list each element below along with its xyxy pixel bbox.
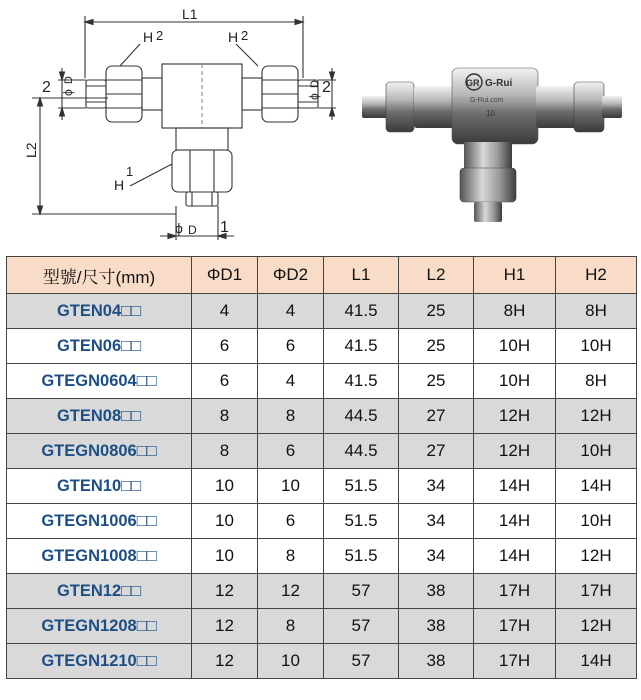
d2-cell: 4	[258, 294, 324, 329]
model-cell: GTEN04□□	[7, 294, 192, 329]
left-phi-symbol: ϕ	[61, 89, 75, 96]
d2-cell: 6	[258, 504, 324, 539]
table-header-row	[7, 257, 637, 294]
model-cell: GTEGN1208□□	[7, 609, 192, 644]
l2-cell: 27	[399, 399, 474, 434]
d1-cell: 10	[192, 504, 258, 539]
l1-cell: 44.5	[324, 434, 399, 469]
h1-cell: 8H	[474, 294, 556, 329]
l1-cell: 51.5	[324, 504, 399, 539]
table-row	[7, 574, 637, 609]
model-cell: GTEGN1006□□	[7, 504, 192, 539]
model-cell: GTEGN1210□□	[7, 644, 192, 679]
model-cell: GTEN06□□	[7, 329, 192, 364]
d2-cell: 8	[258, 609, 324, 644]
h1-letter: H	[114, 177, 125, 193]
h2-cell: 8H	[556, 364, 637, 399]
header-d1: ΦD1	[192, 257, 258, 294]
l2-cell: 27	[399, 434, 474, 469]
l2-cell: 25	[399, 294, 474, 329]
l2-cell: 38	[399, 644, 474, 679]
header-l2: L2	[399, 257, 474, 294]
h1-cell: 14H	[474, 504, 556, 539]
logo-text: G-Rui	[485, 78, 513, 89]
d2-cell: 4	[258, 364, 324, 399]
table-row	[7, 469, 637, 504]
model-cell: GTEN08□□	[7, 399, 192, 434]
header-h1: H1	[474, 257, 556, 294]
table-row	[7, 329, 637, 364]
technical-drawing	[0, 0, 340, 250]
arrow-icon	[85, 20, 93, 25]
h1-index: 1	[126, 164, 134, 179]
model-cell: GTEN12□□	[7, 574, 192, 609]
d2-cell: 6	[258, 434, 324, 469]
h2-cell: 10H	[556, 434, 637, 469]
arrow-icon	[38, 98, 43, 106]
table-row	[7, 399, 637, 434]
model-cell: GTEN10□□	[7, 469, 192, 504]
product-photo	[352, 38, 627, 228]
l1-cell: 44.5	[324, 399, 399, 434]
l1-cell: 41.5	[324, 294, 399, 329]
header-l1: L1	[324, 257, 399, 294]
h2-cell: 12H	[556, 399, 637, 434]
h1-cell: 12H	[474, 399, 556, 434]
l2-label: L2	[23, 142, 39, 158]
arrow-icon	[330, 108, 335, 116]
h2-left-index: 2	[156, 28, 164, 43]
arrow-icon	[38, 206, 43, 214]
left-d-letter: D	[63, 76, 75, 84]
d1-cell: 4	[192, 294, 258, 329]
l2-cell: 34	[399, 539, 474, 574]
h2-cell: 10H	[556, 504, 637, 539]
l1-cell: 57	[324, 644, 399, 679]
arrow-icon	[60, 108, 65, 116]
l2-cell: 25	[399, 364, 474, 399]
table-row	[7, 294, 637, 329]
logo-mark: GR	[466, 78, 480, 88]
right-phi-symbol: ϕ	[307, 93, 321, 100]
left-port-index: 2	[42, 79, 51, 96]
h1-cell: 17H	[474, 644, 556, 679]
right-port-index: 2	[322, 79, 331, 96]
d1-cell: 6	[192, 329, 258, 364]
header-d2: ΦD2	[258, 257, 324, 294]
h2-cell: 8H	[556, 294, 637, 329]
d2-cell: 6	[258, 329, 324, 364]
spec-table	[6, 256, 637, 679]
l2-cell: 25	[399, 329, 474, 364]
h1-cell: 10H	[474, 364, 556, 399]
d2-cell: 10	[258, 644, 324, 679]
d1-cell: 12	[192, 609, 258, 644]
d1-cell: 6	[192, 364, 258, 399]
d2-cell: 12	[258, 574, 324, 609]
d1-cell: 12	[192, 574, 258, 609]
l1-cell: 51.5	[324, 539, 399, 574]
l1-label: L1	[182, 6, 198, 22]
right-d-letter: D	[309, 80, 321, 88]
table-row	[7, 539, 637, 574]
l1-cell: 57	[324, 609, 399, 644]
d1-cell: 8	[192, 399, 258, 434]
bottom-port-index: 1	[220, 219, 229, 236]
l2-cell: 34	[399, 469, 474, 504]
bottom-phi-symbol: ϕ	[175, 220, 183, 236]
h1-cell: 14H	[474, 539, 556, 574]
h1-cell: 10H	[474, 329, 556, 364]
l1-cell: 41.5	[324, 364, 399, 399]
h2-cell: 12H	[556, 539, 637, 574]
table-row	[7, 504, 637, 539]
h2-cell: 12H	[556, 609, 637, 644]
arrow-icon	[295, 20, 303, 25]
h2-cell: 14H	[556, 644, 637, 679]
d1-cell: 12	[192, 644, 258, 679]
h2-left-letter: H	[143, 29, 154, 45]
header-model: 型號/尺寸(mm)	[7, 257, 192, 294]
d2-cell: 10	[258, 469, 324, 504]
h2-right-letter: H	[228, 29, 239, 45]
d1-cell: 8	[192, 434, 258, 469]
model-cell: GTEGN1008□□	[7, 539, 192, 574]
l1-cell: 41.5	[324, 329, 399, 364]
size-mark: 10	[486, 109, 495, 118]
h2-right-leader	[236, 44, 258, 66]
model-cell: GTEGN0806□□	[7, 434, 192, 469]
h2-cell: 10H	[556, 329, 637, 364]
d2-cell: 8	[258, 539, 324, 574]
h1-leader	[130, 164, 172, 186]
l1-cell: 51.5	[324, 469, 399, 504]
h2-right-index: 2	[241, 28, 249, 43]
table-row	[7, 644, 637, 679]
l2-cell: 38	[399, 574, 474, 609]
l2-cell: 38	[399, 609, 474, 644]
h1-cell: 12H	[474, 434, 556, 469]
h2-left-leader	[120, 44, 140, 66]
d1-cell: 10	[192, 469, 258, 504]
table-row	[7, 434, 637, 469]
d2-cell: 8	[258, 399, 324, 434]
spec-table-body	[7, 294, 637, 679]
h1-cell: 17H	[474, 574, 556, 609]
d1-cell: 10	[192, 539, 258, 574]
h2-cell: 17H	[556, 574, 637, 609]
h1-cell: 14H	[474, 469, 556, 504]
h1-cell: 17H	[474, 609, 556, 644]
table-row	[7, 609, 637, 644]
url-text: G-Rui.com	[470, 97, 504, 104]
figure-area	[0, 0, 641, 250]
l1-cell: 57	[324, 574, 399, 609]
table-row	[7, 364, 637, 399]
l2-cell: 34	[399, 504, 474, 539]
bottom-d-letter: D	[188, 223, 197, 237]
header-h2: H2	[556, 257, 637, 294]
h2-cell: 14H	[556, 469, 637, 504]
model-cell: GTEGN0604□□	[7, 364, 192, 399]
